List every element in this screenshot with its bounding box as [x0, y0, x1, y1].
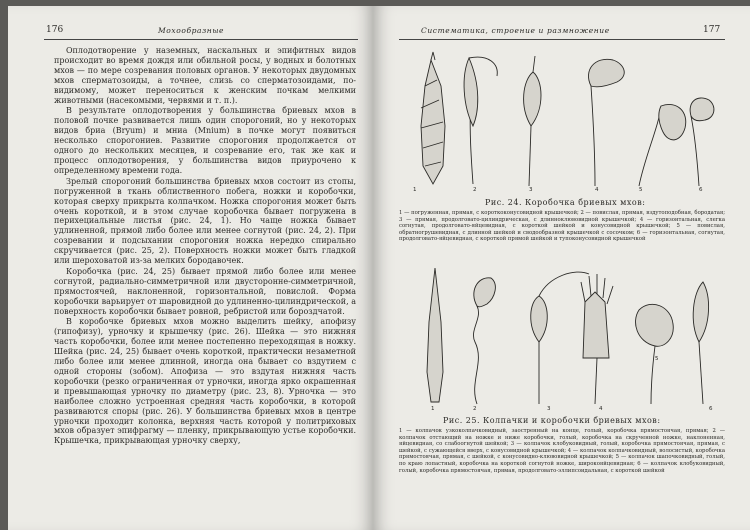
- figure-25-label: 3: [547, 406, 551, 412]
- left-body-text: [54, 46, 356, 447]
- figure-24-label: 5: [639, 187, 643, 193]
- figure-25-label: 6: [709, 406, 713, 412]
- left-page-number: 176: [46, 25, 64, 35]
- figure-25-label: 4: [599, 406, 603, 412]
- figure-25-label: 5: [655, 356, 659, 362]
- figure-25-illustration: [399, 262, 719, 412]
- figure-24-label: 6: [699, 187, 703, 193]
- figure-25-caption: 1 — колпачок узкоколпачковидный, заостренный на конце, голый, коробочка прямостоячая, прямая; 2 — колпачок отстающий на ножке и ниже коробочки, голый, коробочка на скрученной ножке, наклоненная, яйцевидная, со слабоогнутой шейкой; 3 — колпачок клобуковидный, голый, коробочка прямостоячая, прямая, с шейкой, с сужающейся вверх, с конусовидной крышечкой; 4 — колпачок колпачковидный, волосистый, коробочка прямостоячая, прямая, с шейкой, с конусовидно-клювовидной крышечкой; 5 — колпачок шапочковидный, голый, по краю лопастный, коробочка на короткой согнутой ножке, широкояйцевидная; 6 — колпачок клобуковидный, голый, коробочка прямостоячая, прямая, продолговато-эллипсоидальная, с короткой шейкой: [399, 428, 725, 474]
- right-running-head: Систематика, строение и размножение: [421, 26, 610, 35]
- paragraph: Оплодотворение у наземных, наскальных и эпифитных видов происходит во время дождя или обильной росы, у водных и болотных мхов — по мере созревания половых органов. У некоторых двудомных мхов сперматозоиды, а точнее, слизь со сперматозоидами, по-видимому, может переноситься к женским почкам мелкими животными (насекомыми, червями и т. п.).: [54, 46, 356, 105]
- figure-24-label: 2: [473, 187, 477, 193]
- right-header-rule: [399, 39, 725, 40]
- figure-24-label: 1: [413, 187, 417, 193]
- figure-25-label: 1: [431, 406, 435, 412]
- paragraph: В коробочке бриевых мхов можно выделить шейку, апофизу (гипофизу), урночку и крышечку (рис. 26). Шейка — это нижняя часть коробочки, более или менее постепенно переходящая в ножку. Шейка (рис. 24, 25) бывает очень короткой, практически незаметной либо более или менее длинной, иногда она бывает со вздутием с одной стороны (зобом). Апофиза — это вздутая нижняя часть коробочки (резко ограниченная от урночки, иногда ярко окрашенная и превышающая урночку по диаметру (рис. 23, 8). Урночка — это наиболее сложно устроенная средняя часть коробочки, в которой развиваются споры (рис. 26). У большинства бриевых мхов в центре урночки проходит колонка, верхняя часть которой у политриховых мхов образует эпифрагму — пленку, прикрывающую устье коробочки. Крышечка, прикрывающая урночку сверху,: [54, 317, 356, 446]
- left-page: [8, 6, 373, 530]
- figure-24-caption: 1 — погруженная, прямая, с короткоконусовидной крышечкой; 2 — повислая, прямая, вздутоподобная, бородатая; 3 — прямая, продолговато-цилиндрическая, с длинноклювовидной крышечкой; 4 — горизонтальная, слегка согнутая, продолговато-яйцевидная, с короткой шейкой и конусовидной крышечкой; 5 — повислая, обратногрушевидная, с длинной шейкой и сводообразной крышечкой с сосочком; 6 — горизонтальная, согнутая, продолговато-яйцевидная, с короткой прямой шейкой и тупоконусовидной крышечкой: [399, 210, 725, 243]
- figure-24-title: Рис. 24. Коробочка бриевых мхов:: [485, 198, 646, 207]
- left-running-head: Мохообразные: [158, 26, 225, 35]
- right-page-number: 177: [703, 25, 721, 35]
- figure-24-label: 3: [529, 187, 533, 193]
- figure-25-label: 2: [473, 406, 477, 412]
- figure-24-illustration: [399, 46, 719, 194]
- right-page: [373, 6, 750, 530]
- paragraph: В результате оплодотворения у большинства бриевых мхов в половой почке развивается лишь один спорогоний, но у некоторых видов бриа (Bryum) и мниа (Mnium) в почке могут появиться несколько спорогониев. Развитие спорогония продолжается от одного до нескольких месяцев, и созревание его, так же как и процесс оплодотворения, у большинства видов приурочено к определенному времени года.: [54, 106, 356, 175]
- figure-24-label: 4: [595, 187, 599, 193]
- paragraph: Зрелый спорогоний большинства бриевых мхов состоит из стопы, погруженной в ткань облиственного побега, ножки и коробочки, которая сверху прикрыта колпачком. Ножка спорогония может быть очень короткой, и в этом случае коробочка бывает погружена в перихециальные листья (рис. 24, 1). Но чаще ножка бывает удлиненной, прямой либо более или менее согнутой (рис. 24, 2). При созревании и подсыхании спорогония ножка нередко спирально скручивается (рис. 25, 2). Поверхность ножки может быть гладкой или шероховатой из-за мелких бородавочек.: [54, 176, 356, 266]
- left-header-rule: [44, 39, 358, 40]
- figure-25-title: Рис. 25. Колпачки и коробочки бриевых мхов:: [443, 416, 661, 425]
- paragraph: Коробочка (рис. 24, 25) бывает прямой либо более или менее согнутой, радиально-симметричной или двусторонне-симметричной, прямостоячей, наклоненной, горизонтальной, повислой. Форма коробочки варьирует от шаровидной до удлиненно-цилиндрической, а поверхность коробочки бывает ровной, ребристой или бороздчатой.: [54, 266, 356, 316]
